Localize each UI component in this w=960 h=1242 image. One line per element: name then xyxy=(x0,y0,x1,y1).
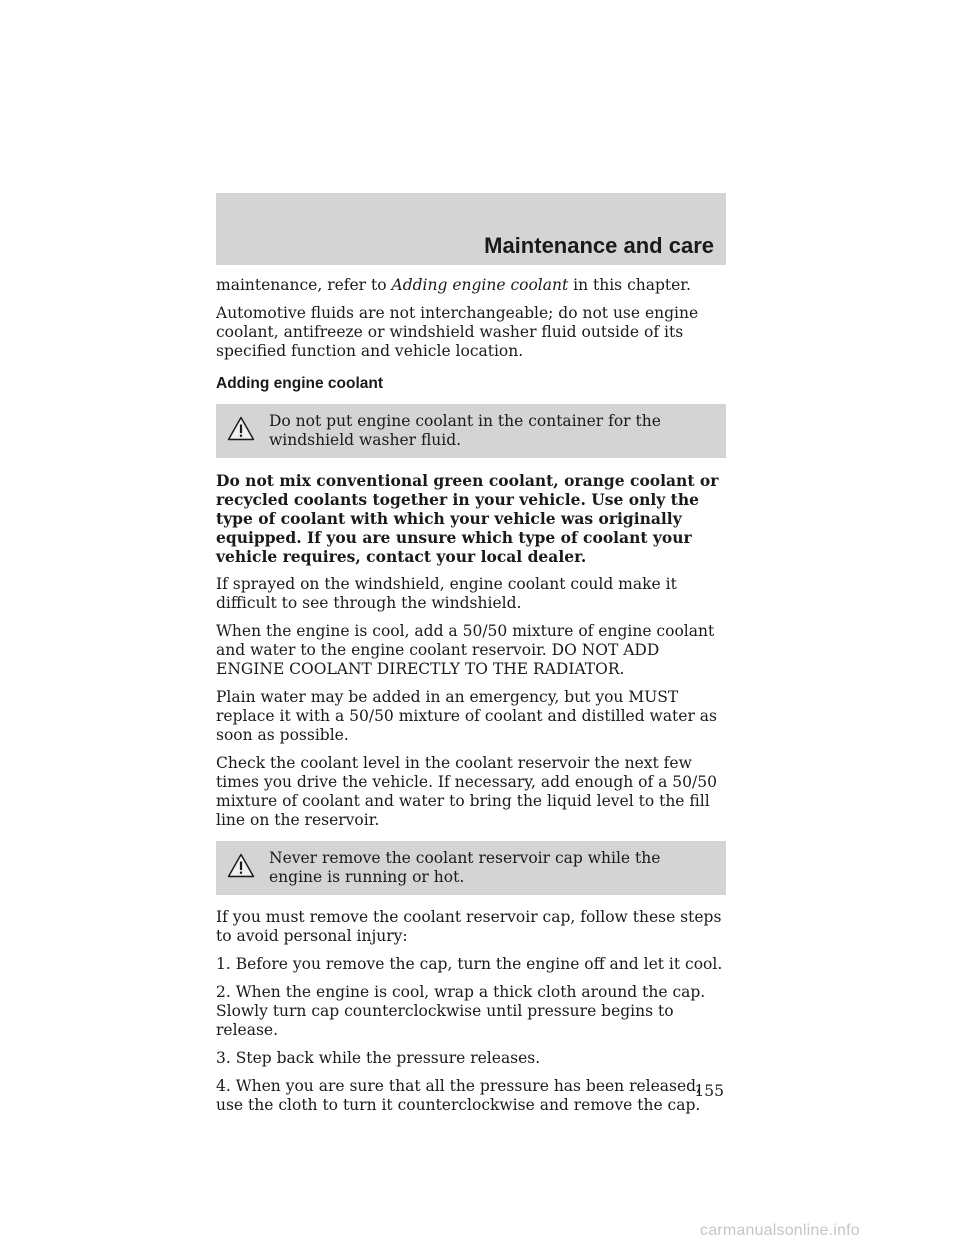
watermark: carmanualsonline.info xyxy=(700,1222,860,1239)
warning-box-2 xyxy=(216,841,726,895)
coolant-mix-warning-paragraph: Do not mix conventional green coolant, orange coolant or recycled coolants together in your vehicle. Use only the type of coolant with which your vehicle was originally equipped. If you are unsure which type of coolant your vehicle requires, contact your local dealer. xyxy=(216,471,719,566)
step-4: 4. When you are sure that all the pressure has been released, use the cloth to turn it counterclockwise and remove the cap. xyxy=(216,1077,702,1114)
fluids-paragraph: Automotive fluids are not interchangeable; do not use engine coolant, antifreeze or windshield washer fluid outside of its specified function and vehicle location. xyxy=(216,304,699,360)
page-number: 155 xyxy=(694,1082,724,1100)
step-2: 2. When the engine is cool, wrap a thick cloth around the cap. Slowly turn cap counterclockwise until pressure begins to release. xyxy=(216,983,706,1039)
section-heading: Adding engine coolant xyxy=(216,375,384,392)
step-1: 1. Before you remove the cap, turn the engine off and let it cool. xyxy=(216,955,723,973)
intro-paragraph xyxy=(216,276,726,295)
step-3: 3. Step back while the pressure releases. xyxy=(216,1049,541,1067)
chapter-title: Maintenance and care xyxy=(484,233,714,258)
intro-suffix: in this chapter. xyxy=(568,276,691,294)
intro-reference-link: Adding engine coolant xyxy=(391,276,569,294)
plain-water-paragraph: Plain water may be added in an emergency, but you MUST replace it with a 50/50 mixture of coolant and distilled water as soon as possible. xyxy=(216,688,717,744)
warning-box-1 xyxy=(216,404,726,458)
chapter-header xyxy=(216,193,726,265)
page-body xyxy=(216,276,726,1124)
engine-cool-paragraph: When the engine is cool, add a 50/50 mixture of engine coolant and water to the engine coolant reservoir. DO NOT ADD ENGINE COOLANT DIRECTLY TO THE RADIATOR. xyxy=(216,622,715,678)
intro-prefix: maintenance, refer to xyxy=(216,276,392,294)
warning-text-2: Never remove the coolant reservoir cap while the engine is running or hot. xyxy=(269,849,661,886)
remove-cap-paragraph: If you must remove the coolant reservoir cap, follow these steps to avoid personal injury: xyxy=(216,908,722,945)
windshield-paragraph: If sprayed on the windshield, engine coolant could make it difficult to see through the windshield. xyxy=(216,575,677,612)
check-level-paragraph: Check the coolant level in the coolant reservoir the next few times you drive the vehicle. If necessary, add enough of a 50/50 mixture of coolant and water to bring the liquid level to the fill line on the reservoir. xyxy=(216,754,717,829)
warning-text-1: Do not put engine coolant in the container for the windshield washer fluid. xyxy=(269,412,661,449)
warning-triangle-icon xyxy=(227,853,255,878)
warning-triangle-icon xyxy=(227,416,255,441)
